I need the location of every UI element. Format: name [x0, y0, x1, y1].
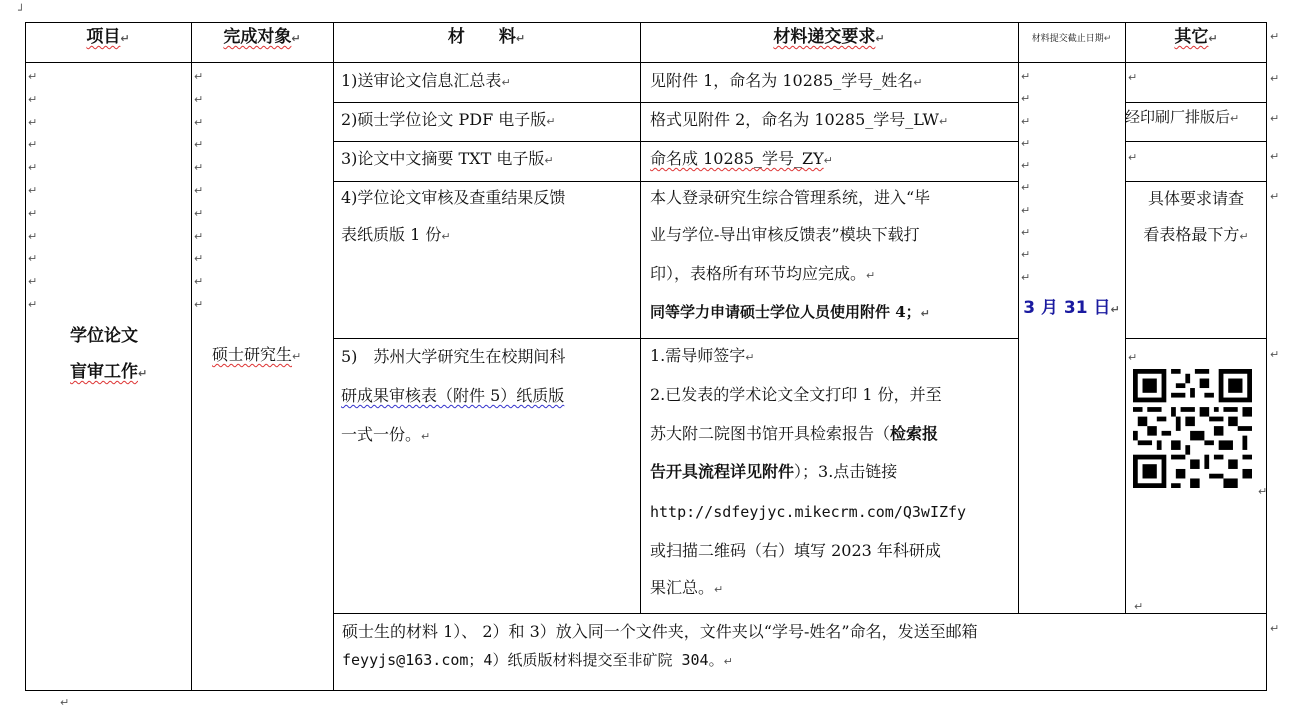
- material-2: 2)硕士学位论文 PDF 电子版↵: [341, 110, 556, 129]
- other-print-note: 经印刷厂排版后↵: [1125, 108, 1240, 126]
- paragraph-marks-col1: ↵ ↵ ↵ ↵ ↵ ↵ ↵ ↵ ↵ ↵ ↵: [28, 70, 38, 311]
- other-see-below: 具体要求请查 看表格最下方↵: [1143, 189, 1249, 244]
- paragraph-mark-other-1: ↵: [1128, 71, 1138, 84]
- requirement-5: 1.需导师签字↵ 2.已发表的学术论文全文打印 1 份，并至 苏大附二院图书馆开具检索报告（检索报 告开具流程详见附件）；3.点击链接 http://sdfeyjyc.mikecrm.com/Q3wIZfy 或扫描二维码（右）填写 2023 年科研成 果汇总。↵: [650, 338, 1018, 613]
- material-1: 1)送审论文信息汇总表↵: [341, 71, 511, 90]
- requirement-2: 格式见附件 2，命名为 10285_学号_LW↵: [650, 110, 949, 129]
- header-target: 完成对象↵: [223, 27, 301, 47]
- header-requirements: 材料递交要求↵: [773, 27, 885, 47]
- survey-link[interactable]: http://sdfeyjyc.mikecrm.com/Q3wIZfy: [650, 503, 967, 521]
- paragraph-mark-other-3: ↵: [1128, 151, 1138, 164]
- requirement-4: 本人登录研究生综合管理系统，进入“毕 业与学位-导出审核反馈表”模块下载打 印），表格所有环节均应完成。↵ 同等学力申请硕士学位人员使用附件 4；↵: [650, 188, 931, 321]
- material-5: 5) 苏州大学研究生在校期间科 研成果审核表（附件 5）纸质版 一式一份。↵: [341, 347, 566, 444]
- paragraph-marks-col2: ↵ ↵ ↵ ↵ ↵ ↵ ↵ ↵ ↵ ↵ ↵: [194, 70, 204, 311]
- header-project: 项目↵: [86, 27, 130, 47]
- material-3: 3)论文中文摘要 TXT 电子版↵: [341, 149, 554, 168]
- paragraph-mark-other-5: ↵: [1128, 351, 1138, 364]
- email-line[interactable]: feyyjs@163.com；4）纸质版材料提交至非矿院 304。: [342, 651, 724, 669]
- qr-code-icon[interactable]: [1133, 369, 1252, 488]
- target-name: 硕士研究生↵: [212, 345, 302, 364]
- header-other: 其它↵: [1174, 27, 1218, 47]
- paragraph-mark-icon: ↵: [1270, 30, 1280, 43]
- requirement-1: 见附件 1，命名为 10285_学号_姓名↵: [650, 71, 923, 90]
- paragraph-marks-col5: ↵ ↵ ↵ ↵ ↵ ↵ ↵ ↵ ↵ ↵: [1021, 70, 1031, 284]
- requirement-3: 命名成 10285_学号_ZY↵: [650, 149, 833, 168]
- corner-mark-icon: ┘: [18, 4, 25, 17]
- material-4: 4)学位论文审核及查重结果反馈 表纸质版 1 份↵: [341, 188, 566, 244]
- header-materials: 材 料↵: [447, 27, 526, 47]
- deadline-date: 3 月 31 日↵: [1023, 298, 1120, 318]
- project-name: 学位论文 盲审工作↵: [70, 326, 148, 382]
- header-deadline: 材料提交截止日期↵: [1031, 34, 1112, 44]
- footer-note: 硕士生的材料 1）、 2）和 3）放入同一个文件夹，文件夹以“学号-姓名”命名，发送至邮箱 feyyjs@163.com；4）纸质版材料提交至非矿院 304。↵: [342, 622, 978, 669]
